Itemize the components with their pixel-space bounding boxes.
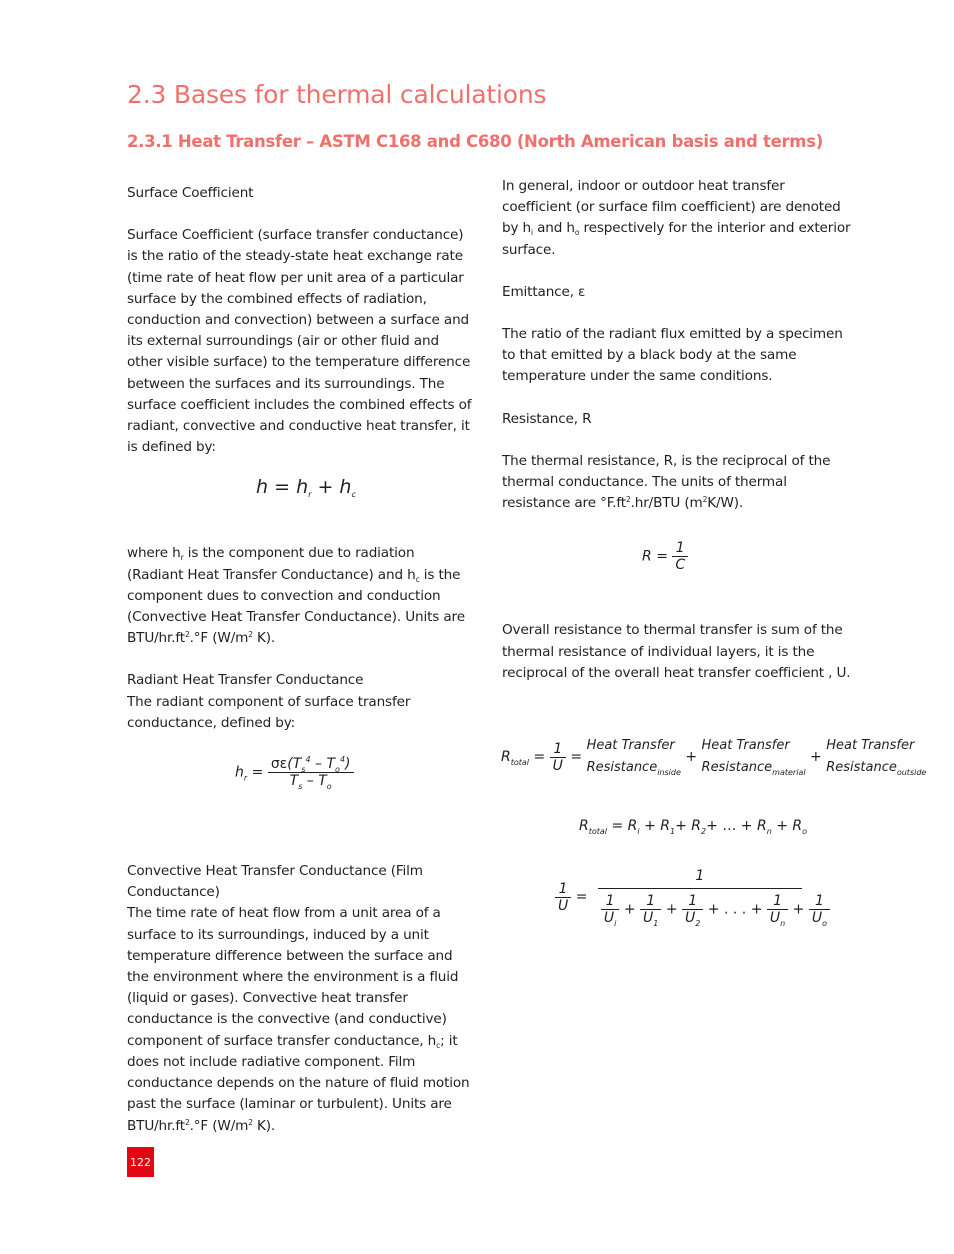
sum-resistance-equation: $R_{total} = R_i + R_1+ R_2+$ … + $R_n + R_o$	[579, 818, 808, 836]
convective-title: Convective Heat Transfer Conductance (Film Conductance)	[127, 863, 423, 901]
where-paragraph: where $h_r$ is the component due to radiation (Radiant Heat Transfer Conductance) and $h_c$ is the component dues to convection and conduction (Convective Heat Transfer Conductance). Units are BTU/$hr.ft^2.^\circ F$ ($W/m^2$ K).	[127, 545, 465, 647]
emittance-title: Emittance, ε	[502, 283, 586, 300]
convective-body: The time rate of heat flow from a unit area of a surface to its surroundings, induced by a unit temperature difference between the surface and the environment where the environment is a fluid (liquid or gases). Convective heat transfer conductance is the convective (and conductive) component of surface transfer conductance, $h_c$; it does not include radiative component. Film conductance depends on the nature of fluid motion past the surface (laminar or turbulent). Units are BTU/$hr.ft^2.^\circ F$ ($W/m^2$ K).	[127, 905, 470, 1134]
right-column	[502, 176, 852, 684]
radiant-body: The radiant component of surface transfer conductance, defined by:	[127, 693, 411, 731]
resistance-title: Resistance, R	[502, 410, 592, 427]
page-title: 2.3 Bases for thermal calculations	[127, 80, 547, 109]
surface-coefficient-equation: $h = h_r + h_c$	[256, 476, 356, 499]
surface-coefficient-title: Surface Coefficient	[127, 185, 254, 201]
resistance-equation: R = $\frac{1}{C}$	[642, 540, 688, 573]
total-resistance-equation: $R_{total}$ = $\frac{1}{U}$ = Heat Transfer Resistance$_{inside}$ + Heat Transfer Resistance$_{material}$ + Heat Transfer Resistance$_{outside}$	[501, 738, 927, 777]
left-column	[127, 183, 472, 1137]
overall-u-equation: $\frac{1}{U}$ = 1 $\frac{1}{U_i}$ + $\frac{1}{U_1}$ + $\frac{1}{U_2}$ + . . . + $\frac{1}{U_n}$ + $\frac{1}{U_o}$	[555, 868, 802, 926]
resistance-body: The thermal resistance, R, is the reciprocal of the thermal conductance. The units of thermal resistance are $^\circ F.ft^2.hr$/BTU $(m^2K/W)$.	[502, 452, 831, 512]
radiant-title: Radiant Heat Transfer Conductance	[127, 672, 364, 689]
surface-coefficient-body: Surface Coefficient (surface transfer conductance) is the ratio of the steady-state heat exchange rate (time rate of heat flow per unit area of a particular surface by the combined effects of radiation, conduction and convection) between a surface and its external surroundings (air or other fluid and other visible surface) to the temperature difference between the surfaces and its surroundings. The surface coefficient includes the combined effects of radiant, convective and conductive heat transfer, it is defined by:	[127, 227, 472, 456]
page-number-badge: 122	[127, 1147, 154, 1177]
section-title: 2.3.1 Heat Transfer – ASTM C168 and C680 (North American basis and terms)	[127, 132, 823, 151]
intro-paragraph: In general, indoor or outdoor heat transfer coefficient (or surface film coefficient) are denoted by $h_i$ and $h_o$ respectively for the interior and exterior surface.	[502, 178, 851, 258]
emittance-body: The ratio of the radiant flux emitted by a specimen to that emitted by a black body at the same temperature under the same conditions.	[502, 326, 843, 385]
overall-resistance-body: Overall resistance to thermal transfer is sum of the thermal resistance of individual layers, it is the reciprocal of the overall heat transfer coefficient , U.	[502, 622, 851, 681]
radiant-conductance-equation: $h_r$ = $\frac{\sigma\varepsilon(T_s^4 - T_o^4)}{T_s - T_o}$	[235, 756, 354, 789]
